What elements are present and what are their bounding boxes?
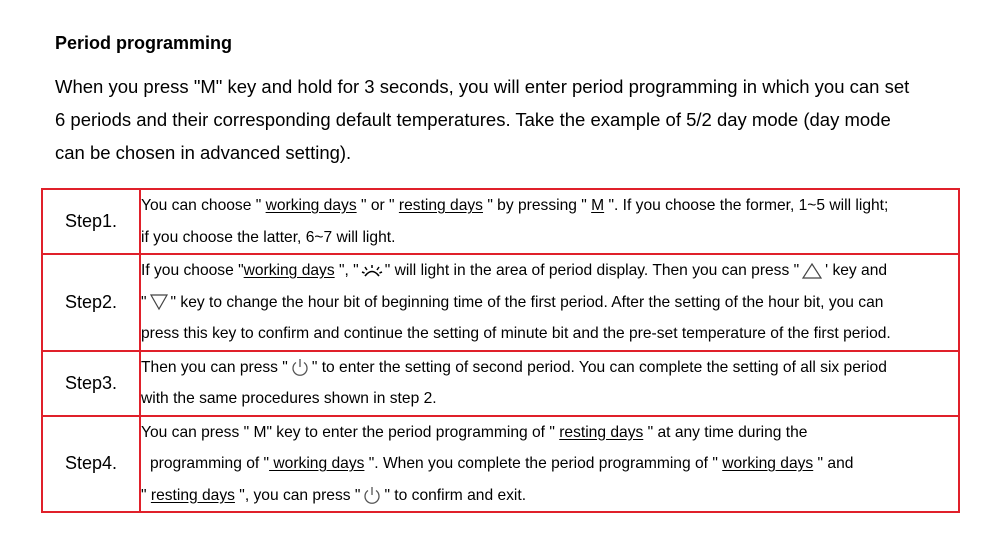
step-row bbox=[42, 189, 959, 254]
text-run: ' key and bbox=[825, 262, 888, 279]
step-description bbox=[140, 416, 959, 513]
step-line: with the same procedures shown in step 2. bbox=[141, 390, 437, 407]
step-row bbox=[42, 351, 959, 416]
text-run: You can choose " bbox=[141, 197, 266, 214]
text-run: " by pressing " bbox=[482, 197, 592, 214]
step-label: Step2. bbox=[42, 254, 140, 351]
text-run: " at any time during the bbox=[643, 423, 808, 441]
step-line: press this key to confirm and continue the setting of minute bit and the pre-set temperature of the first period. bbox=[141, 325, 891, 342]
text-run: programming of " bbox=[150, 455, 270, 472]
text-run: " key to change the hour bit of beginning time of the first period. After the setting of the hour bit, you can bbox=[170, 293, 884, 311]
intro-paragraph bbox=[55, 70, 960, 169]
term-working-days: working days bbox=[269, 455, 365, 472]
text-run: ", " bbox=[334, 262, 359, 279]
step-line bbox=[141, 190, 958, 222]
text-run: " will light in the area of period display. Then you can press " bbox=[384, 262, 800, 279]
text-run: ". If you choose the former, 1~5 will light; bbox=[604, 197, 889, 214]
intro-line: can be chosen in advanced setting). bbox=[55, 142, 352, 163]
step-description bbox=[140, 189, 959, 254]
text-run: ", you can press " bbox=[234, 486, 361, 504]
step-label: Step4. bbox=[42, 416, 140, 513]
sun-period-icon bbox=[361, 264, 383, 278]
step-row bbox=[42, 254, 959, 351]
up-triangle-icon bbox=[801, 262, 823, 280]
power-icon bbox=[290, 357, 310, 377]
text-run: " bbox=[141, 486, 151, 504]
term-resting-days: resting days bbox=[150, 486, 235, 504]
key-m: M bbox=[591, 197, 605, 214]
step-line bbox=[141, 255, 958, 287]
term-resting-days: resting days bbox=[398, 197, 483, 214]
step-line bbox=[141, 287, 958, 319]
term-working-days: working days bbox=[722, 455, 814, 472]
intro-line: 6 periods and their corresponding default temperatures. Take the example of 5/2 day mode (day mode bbox=[55, 109, 891, 130]
term-working-days: working days bbox=[243, 262, 335, 279]
text-run: " or " bbox=[356, 197, 399, 214]
step-description bbox=[140, 254, 959, 351]
power-icon bbox=[362, 485, 382, 505]
text-run: You can press " M" key to enter the period programming of " bbox=[141, 423, 560, 441]
step-label: Step1. bbox=[42, 189, 140, 254]
step-line bbox=[141, 352, 958, 384]
intro-line: When you press "M" key and hold for 3 seconds, you will enter period programming in which you can set bbox=[55, 76, 910, 97]
text-run: If you choose " bbox=[141, 262, 244, 279]
text-run: Then you can press " bbox=[141, 358, 288, 376]
steps-table bbox=[41, 188, 960, 513]
step-line: if you choose the latter, 6~7 will light. bbox=[141, 228, 396, 246]
text-run: " bbox=[141, 293, 147, 311]
step-row bbox=[42, 416, 959, 513]
text-run: " and bbox=[813, 455, 854, 472]
step-line bbox=[141, 448, 958, 480]
step-line bbox=[141, 480, 958, 512]
down-triangle-icon bbox=[149, 293, 169, 311]
text-run: ". When you complete the period programming of " bbox=[364, 455, 723, 472]
step-line bbox=[141, 417, 958, 449]
term-working-days: working days bbox=[265, 197, 357, 214]
step-description bbox=[140, 351, 959, 416]
section-title: Period programming bbox=[55, 33, 233, 53]
text-run: " to enter the setting of second period. You can complete the setting of all six period bbox=[311, 358, 887, 376]
text-run: " to confirm and exit. bbox=[384, 486, 527, 504]
term-resting-days: resting days bbox=[559, 423, 644, 441]
step-label: Step3. bbox=[42, 351, 140, 416]
